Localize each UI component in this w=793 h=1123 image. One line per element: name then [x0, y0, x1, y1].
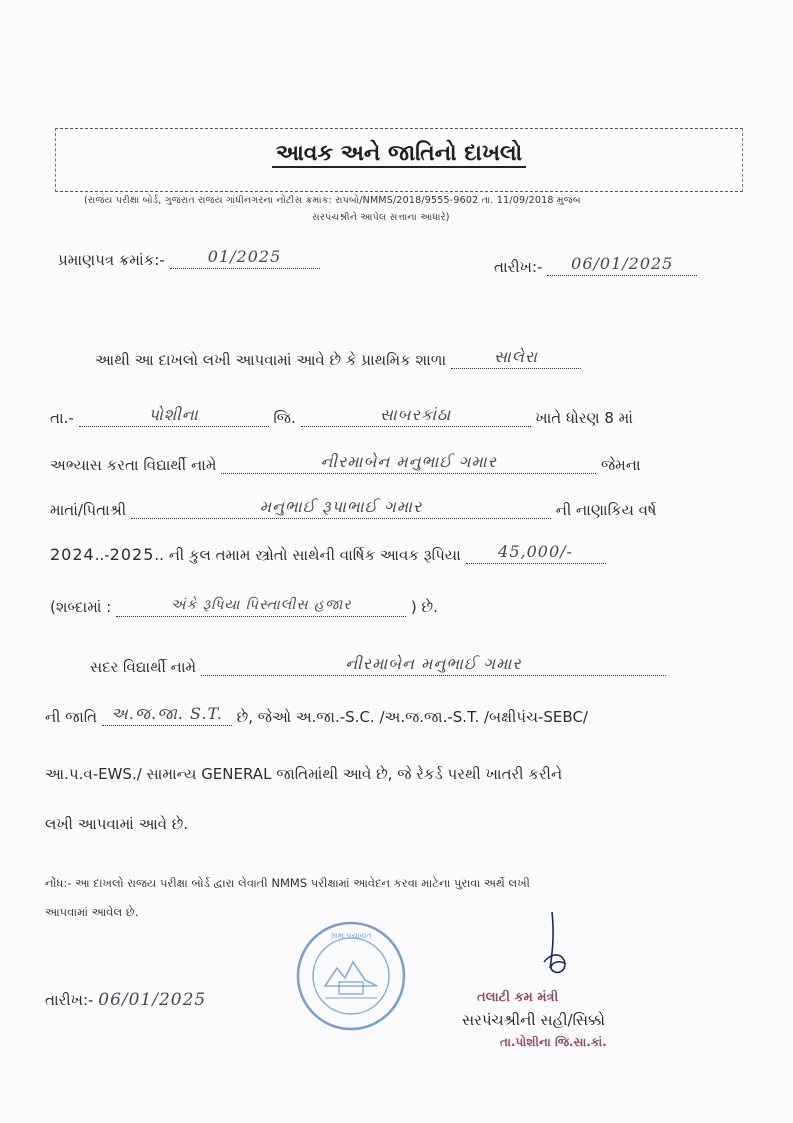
signatory-block	[462, 990, 662, 1050]
certificate-number-row	[58, 247, 320, 269]
district-label: જિ.	[273, 409, 296, 427]
certificate-date-row	[494, 254, 697, 276]
certificate-date-value: 06/01/2025	[571, 254, 674, 273]
words-field	[116, 598, 406, 617]
parent-value: મનુભાઈ રૂપાભાઈ ગમાર	[259, 497, 423, 516]
caste-label: ની જાતિ	[45, 708, 98, 726]
para1-line-2	[50, 405, 633, 427]
para1-line-3	[50, 452, 641, 474]
year-end: 2025	[109, 545, 155, 564]
income-field	[466, 542, 606, 564]
caste-field	[102, 704, 232, 726]
header-note-line-1: (રાજય પરીક્ષા બોર્ડ, ગુજરાત રાજય ગાંધીનગરના નોટીસ ક્રમાંક: રાપબો/NMMS/2018/9555-9602 તા. 11/09/2018 મુજબ	[84, 195, 581, 206]
student-label: અભ્યાસ કરતા વિદ્યાર્થી નામે	[50, 456, 217, 474]
student-field	[221, 452, 596, 474]
student-value-2: નીરમાબેન મનુભાઈ ગમાર	[345, 654, 522, 673]
certificate-date-field	[547, 254, 697, 276]
certificate-number-value: 01/2025	[207, 247, 282, 266]
taluka-label: તા.-	[50, 409, 74, 427]
district-value: સાબરકાંઠા	[379, 405, 452, 424]
signature	[530, 910, 580, 990]
header-note-line-2: સરપંચશ્રીને આપેલ સત્તાના આધારે)	[312, 212, 450, 223]
certificate-date-label: તારીખ:-	[494, 258, 543, 276]
school-value: સાલેરા	[493, 347, 538, 366]
student-value: નીરમાબેન મનુભાઈ ગમાર	[320, 452, 497, 471]
district-field	[301, 405, 531, 427]
standard-text: ખાતે ધોરણ 8 માં	[535, 409, 633, 427]
signatory-label: સરપંચશ્રીની સહી/સિક્કો	[462, 1011, 606, 1029]
para1-line-5: 2024..-2025.. ની કુલ તમામ સ્ત્રોતો સાથેની વાર્ષિક આવક રૂપિયા 45,000/-	[50, 545, 606, 564]
income-value: 45,000/-	[498, 542, 573, 561]
school-field	[451, 347, 581, 369]
financial-year-text: ની નાણાકિય વર્ષ	[555, 501, 657, 519]
seal-text: ગ્રામ પંચાયત	[330, 931, 372, 940]
parent-label: માતાં/પિતાશ્રી	[50, 501, 127, 519]
footnote-line-2: આપવામાં આવેલ છે.	[45, 905, 139, 919]
para2-line-2	[45, 704, 588, 726]
para2-line-4: લખી આપવામાં આવે છે.	[45, 815, 189, 833]
footer-date-row	[45, 990, 206, 1010]
parent-field	[131, 497, 551, 519]
words-label: (શબ્દામાં :	[50, 598, 112, 616]
para2-line-1	[90, 654, 666, 676]
para1-text-1: આથી આ દાખલો લખી આપવામાં આવે છે કે પ્રાથમિક શાળા	[95, 351, 447, 369]
certificate-number-field	[170, 247, 320, 269]
para2-line-3: આ.પ.વ-EWS./ સામાન્ય GENERAL જાતિમાંથી આવે છે, જે રેકર્ડ પરથી ખાતરી કરીને	[45, 765, 563, 783]
footer-date-label: તારીખ:-	[45, 991, 94, 1009]
caste-categories-text: છે, જેઓ અ.જા.-S.C. /અ.જ.જા.-S.T. /બક્ષીપંચ-SEBC/	[236, 708, 588, 726]
panchayat-seal	[295, 920, 407, 1032]
footnote-line-1: નોંધ:- આ દાખલો રાજય પરીક્ષા બોર્ડ દ્વારા લેવાતી NMMS પરીક્ષામાં આવેદન કરવા માટેના પુરાવા અર્થે લખી	[45, 876, 530, 890]
whose-text: જેમના	[600, 456, 641, 474]
certificate-number-label: પ્રમાણપત્ર ક્રમાંક:-	[58, 251, 165, 269]
para1-line-6	[50, 598, 438, 617]
taluka-field	[79, 405, 269, 427]
caste-value: અ.જ.જા. S.T.	[110, 704, 223, 723]
taluka-value: પોશીના	[148, 405, 199, 424]
student-label-2: સદર વિદ્યાર્થી નામે	[90, 658, 197, 676]
document-title: આવક અને જાતિનો દાખલો	[56, 141, 742, 166]
stamp-line-1: તલાટી કમ મંત્રી	[477, 990, 559, 1005]
income-label: ની કુલ તમામ સ્ત્રોતો સાથેની વાર્ષિક આવક રૂપિયા	[168, 546, 461, 564]
header-box	[55, 128, 743, 192]
stamp-line-2: તા.પોશીના જિ.સા.કાં.	[500, 1035, 607, 1049]
footer-date-value: 06/01/2025	[98, 990, 207, 1010]
year-start: 2024	[50, 545, 95, 564]
para1-line-4	[50, 497, 657, 519]
words-end: ) છે.	[410, 598, 438, 616]
student-field-2	[201, 654, 666, 676]
para1-line-1	[95, 347, 581, 369]
words-value: અંકે રૂપિયા પિસ્તાલીસ હજાર	[170, 597, 352, 613]
